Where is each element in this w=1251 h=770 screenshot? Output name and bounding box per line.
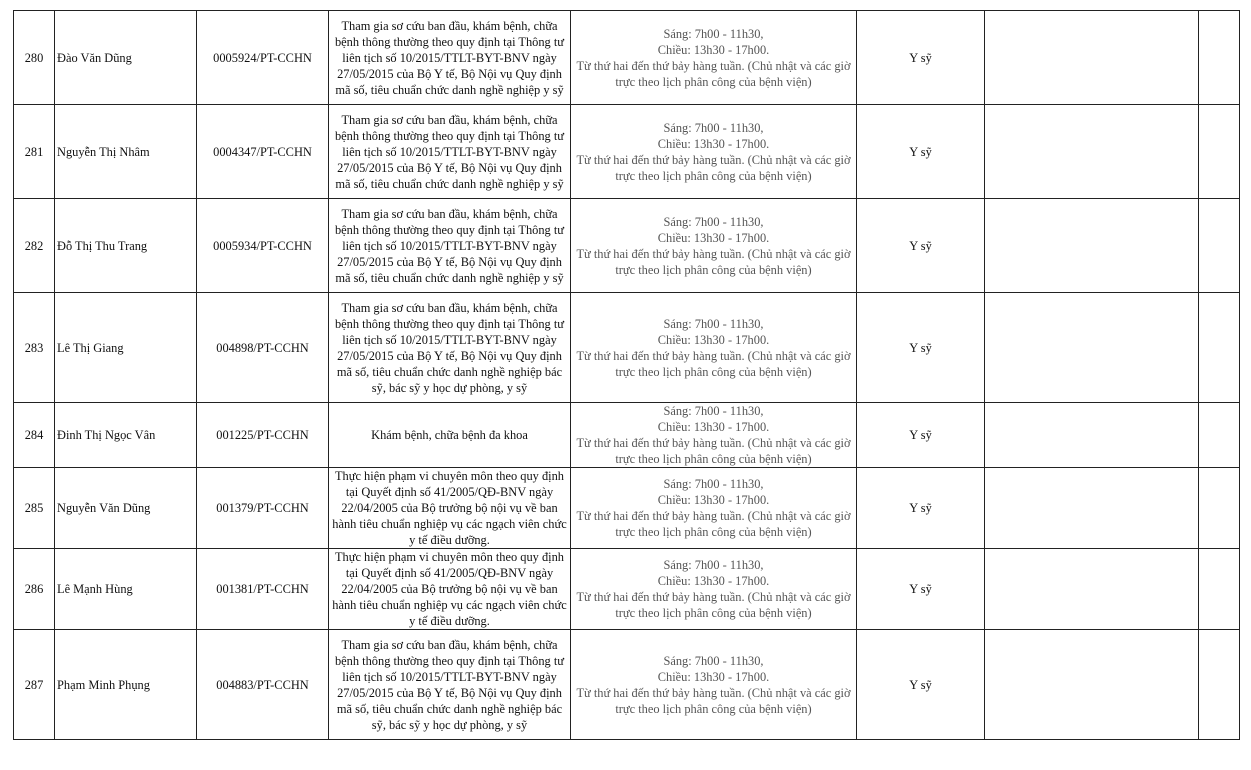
practice-scope-cell: Tham gia sơ cứu ban đầu, khám bệnh, chữa bệnh thông thường theo quy định tại Thông tư liên tịch số 10/2015/TTLT-BYT-BNV ngày 27/05/2015 của Bộ Y tế, Bộ Nội vụ Quy định mã số, tiêu chuẩn chức danh nghề nghiệp y sỹ [329,11,571,105]
staff-name-cell: Đinh Thị Ngọc Vân [55,403,197,468]
working-hours-line: Từ thứ hai đến thứ bảy hàng tuần. (Chủ nhật và các giờ trực theo lịch phân công của bệnh viện) [576,436,851,466]
working-hours-line: Chiều: 13h30 - 17h00. [657,332,770,347]
certificate-number-cell: 004898/PT-CCHN [197,293,329,403]
empty-cell [985,11,1199,105]
job-title-cell: Y sỹ [857,105,985,199]
practice-scope-cell: Thực hiện phạm vi chuyên môn theo quy định tại Quyết định số 41/2005/QĐ-BNV ngày 22/04/2005 của Bộ trưởng bộ nội vụ về ban hành tiêu chuẩn nghiệp vụ các ngạch viên chức y tế điều dưỡng. [329,549,571,630]
working-hours-line: Sáng: 7h00 - 11h30, [663,477,764,491]
empty-cell [1199,468,1240,549]
working-hours-line: Từ thứ hai đến thứ bảy hàng tuần. (Chủ nhật và các giờ trực theo lịch phân công của bệnh viện) [576,152,851,183]
job-title-cell: Y sỹ [857,11,985,105]
working-hours-line: Sáng: 7h00 - 11h30, [663,214,764,229]
empty-cell [1199,199,1240,293]
working-hours-line: Sáng: 7h00 - 11h30, [663,404,764,418]
staff-name-cell: Nguyễn Văn Dũng [55,468,197,549]
working-hours-line: Sáng: 7h00 - 11h30, [663,316,764,331]
empty-cell [985,403,1199,468]
working-hours-line: Chiều: 13h30 - 17h00. [657,669,770,684]
working-hours-line: Từ thứ hai đến thứ bảy hàng tuần. (Chủ nhật và các giờ trực theo lịch phân công của bệnh viện) [576,246,851,277]
empty-cell [985,105,1199,199]
row-index-cell: 280 [14,11,55,105]
practice-scope-cell: Tham gia sơ cứu ban đầu, khám bệnh, chữa bệnh thông thường theo quy định tại Thông tư liên tịch số 10/2015/TTLT-BYT-BNV ngày 27/05/2015 của Bộ Y tế, Bộ Nội vụ Quy định mã số, tiêu chuẩn chức danh nghề nghiệp bác sỹ, bác sỹ y học dự phòng, y sỹ [329,293,571,403]
working-hours-line: Chiều: 13h30 - 17h00. [657,574,770,588]
certificate-number-cell: 001381/PT-CCHN [197,549,329,630]
row-index-cell: 281 [14,105,55,199]
working-hours-line: Chiều: 13h30 - 17h00. [657,420,770,434]
row-index-cell: 285 [14,468,55,549]
working-hours-line: Từ thứ hai đến thứ bảy hàng tuần. (Chủ nhật và các giờ trực theo lịch phân công của bệnh viện) [576,348,851,379]
working-hours-line: Chiều: 13h30 - 17h00. [657,493,770,507]
row-index-cell: 286 [14,549,55,630]
working-hours-cell [571,11,857,105]
job-title-cell: Y sỹ [857,549,985,630]
empty-cell [985,199,1199,293]
certificate-number-cell: 0004347/PT-CCHN [197,105,329,199]
staff-name-cell: Đỗ Thị Thu Trang [55,199,197,293]
staff-name-cell: Phạm Minh Phụng [55,630,197,740]
working-hours-line: Sáng: 7h00 - 11h30, [663,26,764,41]
working-hours-line: Sáng: 7h00 - 11h30, [663,653,764,668]
job-title-cell: Y sỹ [857,630,985,740]
practice-scope-cell: Thực hiện phạm vi chuyên môn theo quy định tại Quyết định số 41/2005/QĐ-BNV ngày 22/04/2005 của Bộ trưởng bộ nội vụ về ban hành tiêu chuẩn nghiệp vụ các ngạch viên chức y tế điều dưỡng. [329,468,571,549]
empty-cell [1199,11,1240,105]
practice-scope-cell: Tham gia sơ cứu ban đầu, khám bệnh, chữa bệnh thông thường theo quy định tại Thông tư liên tịch số 10/2015/TTLT-BYT-BNV ngày 27/05/2015 của Bộ Y tế, Bộ Nội vụ Quy định mã số, tiêu chuẩn chức danh nghề nghiệp y sỹ [329,199,571,293]
staff-name-cell: Đào Văn Dũng [55,11,197,105]
staff-name-cell: Nguyễn Thị Nhâm [55,105,197,199]
job-title-cell: Y sỹ [857,403,985,468]
table-row [14,199,1240,293]
practice-scope-cell: Tham gia sơ cứu ban đầu, khám bệnh, chữa bệnh thông thường theo quy định tại Thông tư liên tịch số 10/2015/TTLT-BYT-BNV ngày 27/05/2015 của Bộ Y tế, Bộ Nội vụ Quy định mã số, tiêu chuẩn chức danh nghề nghiệp bác sỹ, bác sỹ y học dự phòng, y sỹ [329,630,571,740]
row-index-cell: 282 [14,199,55,293]
working-hours-cell [571,630,857,740]
working-hours-line: Từ thứ hai đến thứ bảy hàng tuần. (Chủ nhật và các giờ trực theo lịch phân công của bệnh viện) [576,509,851,539]
certificate-number-cell: 001379/PT-CCHN [197,468,329,549]
working-hours-cell [571,293,857,403]
table-row [14,468,1240,549]
working-hours-line: Từ thứ hai đến thứ bảy hàng tuần. (Chủ nhật và các giờ trực theo lịch phân công của bệnh viện) [576,685,851,716]
row-index-cell: 287 [14,630,55,740]
table-row [14,630,1240,740]
table-row [14,403,1240,468]
working-hours-line: Sáng: 7h00 - 11h30, [663,120,764,135]
working-hours-line: Chiều: 13h30 - 17h00. [657,230,770,245]
working-hours-line: Chiều: 13h30 - 17h00. [657,136,770,151]
table-row [14,11,1240,105]
job-title-cell: Y sỹ [857,199,985,293]
working-hours-cell [571,549,857,630]
empty-cell [985,468,1199,549]
empty-cell [985,630,1199,740]
working-hours-cell [571,105,857,199]
working-hours-line: Sáng: 7h00 - 11h30, [663,558,764,572]
empty-cell [1199,630,1240,740]
working-hours-cell [571,403,857,468]
staff-name-cell: Lê Mạnh Hùng [55,549,197,630]
table-row [14,293,1240,403]
certificate-number-cell: 004883/PT-CCHN [197,630,329,740]
certificate-number-cell: 0005924/PT-CCHN [197,11,329,105]
practice-scope-cell: Tham gia sơ cứu ban đầu, khám bệnh, chữa bệnh thông thường theo quy định tại Thông tư liên tịch số 10/2015/TTLT-BYT-BNV ngày 27/05/2015 của Bộ Y tế, Bộ Nội vụ Quy định mã số, tiêu chuẩn chức danh nghề nghiệp y sỹ [329,105,571,199]
job-title-cell: Y sỹ [857,468,985,549]
job-title-cell: Y sỹ [857,293,985,403]
empty-cell [1199,549,1240,630]
working-hours-line: Chiều: 13h30 - 17h00. [657,42,770,57]
staff-table [13,10,1240,740]
working-hours-cell [571,199,857,293]
certificate-number-cell: 001225/PT-CCHN [197,403,329,468]
row-index-cell: 283 [14,293,55,403]
empty-cell [1199,105,1240,199]
row-index-cell: 284 [14,403,55,468]
empty-cell [1199,403,1240,468]
empty-cell [1199,293,1240,403]
empty-cell [985,549,1199,630]
staff-name-cell: Lê Thị Giang [55,293,197,403]
table-row [14,549,1240,630]
table-row [14,105,1240,199]
working-hours-cell [571,468,857,549]
practice-scope-cell: Khám bệnh, chữa bệnh đa khoa [329,403,571,468]
table-body [14,11,1240,740]
working-hours-line: Từ thứ hai đến thứ bảy hàng tuần. (Chủ nhật và các giờ trực theo lịch phân công của bệnh viện) [576,590,851,620]
certificate-number-cell: 0005934/PT-CCHN [197,199,329,293]
empty-cell [985,293,1199,403]
working-hours-line: Từ thứ hai đến thứ bảy hàng tuần. (Chủ nhật và các giờ trực theo lịch phân công của bệnh viện) [576,58,851,89]
